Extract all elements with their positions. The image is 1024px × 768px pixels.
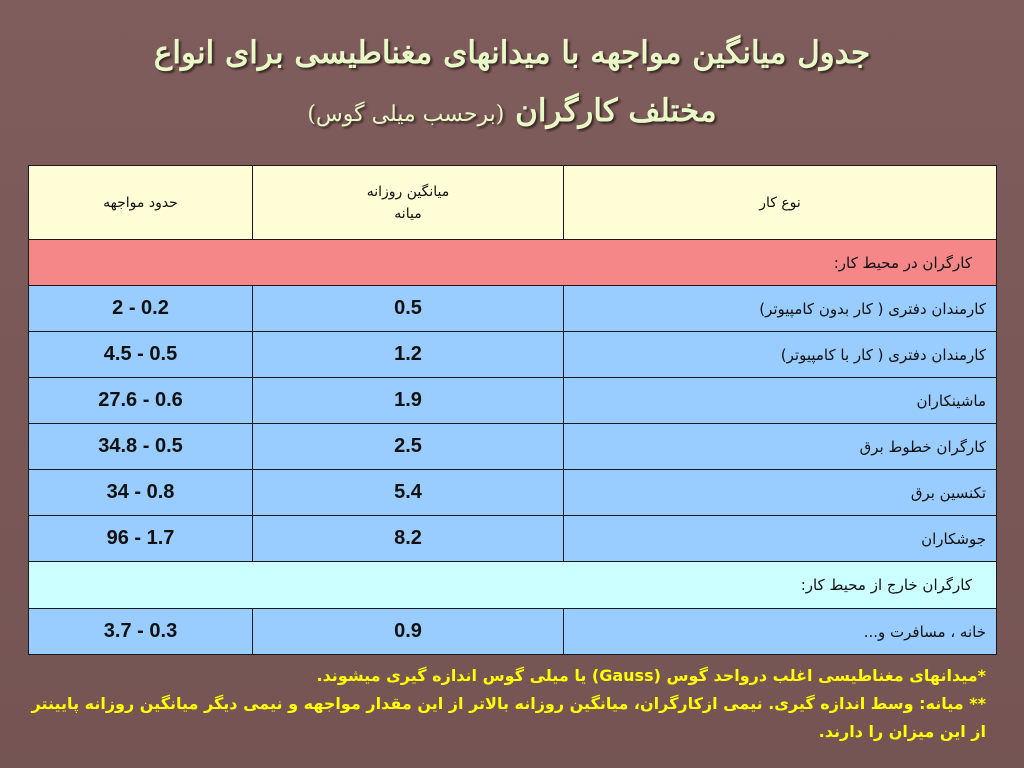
row-exposure-range: 0.2 - 2	[29, 286, 253, 332]
title-line-2	[40, 82, 984, 144]
row-exposure-range: 1.7 - 96	[29, 516, 253, 562]
footnotes	[24, 662, 986, 746]
row-exposure-range: 0.8 - 34	[29, 470, 253, 516]
table-row	[29, 286, 997, 332]
footnote-median: ** میانه: وسط اندازه گیری. نیمی ازکارگران، میانگین روزانه بالاتر از این مقدار مواجهه و نیمی دیگر میانگین روزانه پایینتر از این میزان را دارند.	[31, 694, 986, 741]
table-row	[29, 470, 997, 516]
row-daily-average: 5.4	[253, 470, 564, 516]
title-line-2-text: مختلف کارگران	[515, 93, 717, 129]
row-daily-average: 1.2	[253, 332, 564, 378]
row-job-type: تکنسین برق	[564, 470, 997, 516]
footnote-gauss	[24, 662, 986, 690]
table-header-row	[29, 166, 997, 240]
table-row	[29, 378, 997, 424]
row-exposure-range: 0.3 - 3.7	[29, 609, 253, 655]
header-daily-average	[253, 166, 564, 240]
section-label-outside: کارگران خارج از محیط کار:	[29, 562, 997, 609]
title-unit: (برحسب میلی گوس)	[307, 102, 505, 127]
footnote-gauss-unit: Gauss	[599, 666, 654, 685]
row-exposure-range: 0.5 - 34.8	[29, 424, 253, 470]
row-daily-average: 1.9	[253, 378, 564, 424]
header-daily-average-line2: میانه	[394, 205, 422, 222]
title-line-1: جدول میانگین مواجهه با میدانهای مغناطیسی برای انواع	[153, 35, 871, 71]
footnote-gauss-after: ) یا میلی گوس اندازه گیری میشوند.	[316, 666, 600, 685]
exposure-table	[28, 165, 997, 655]
slide-title	[40, 24, 984, 144]
section-label-workplace: کارگران در محیط کار:	[29, 240, 997, 286]
row-daily-average: 2.5	[253, 424, 564, 470]
table-row	[29, 332, 997, 378]
table-row	[29, 516, 997, 562]
row-exposure-range: 0.6 - 27.6	[29, 378, 253, 424]
header-daily-average-line1: میانگین روزانه	[366, 183, 450, 200]
row-exposure-range: 0.5 - 4.5	[29, 332, 253, 378]
row-job-type: کارمندان دفتری ( کار با کامپیوتر)	[564, 332, 997, 378]
section-row-outside	[29, 562, 997, 609]
header-exposure-range: حدود مواجهه	[29, 166, 253, 240]
row-job-type: خانه ، مسافرت و...	[564, 609, 997, 655]
row-job-type: کارمندان دفتری ( کار بدون کامپیوتر)	[564, 286, 997, 332]
table-row	[29, 609, 997, 655]
row-daily-average: 0.9	[253, 609, 564, 655]
row-daily-average: 0.5	[253, 286, 564, 332]
section-row-workplace	[29, 240, 997, 286]
row-job-type: ماشینکاران	[564, 378, 997, 424]
row-job-type: جوشکاران	[564, 516, 997, 562]
header-job-type: نوع کار	[564, 166, 997, 240]
footnote-gauss-before: *میدانهای مغناطیسی اغلب درواحد گوس (	[653, 666, 986, 685]
table-row	[29, 424, 997, 470]
row-job-type: کارگران خطوط برق	[564, 424, 997, 470]
row-daily-average: 8.2	[253, 516, 564, 562]
